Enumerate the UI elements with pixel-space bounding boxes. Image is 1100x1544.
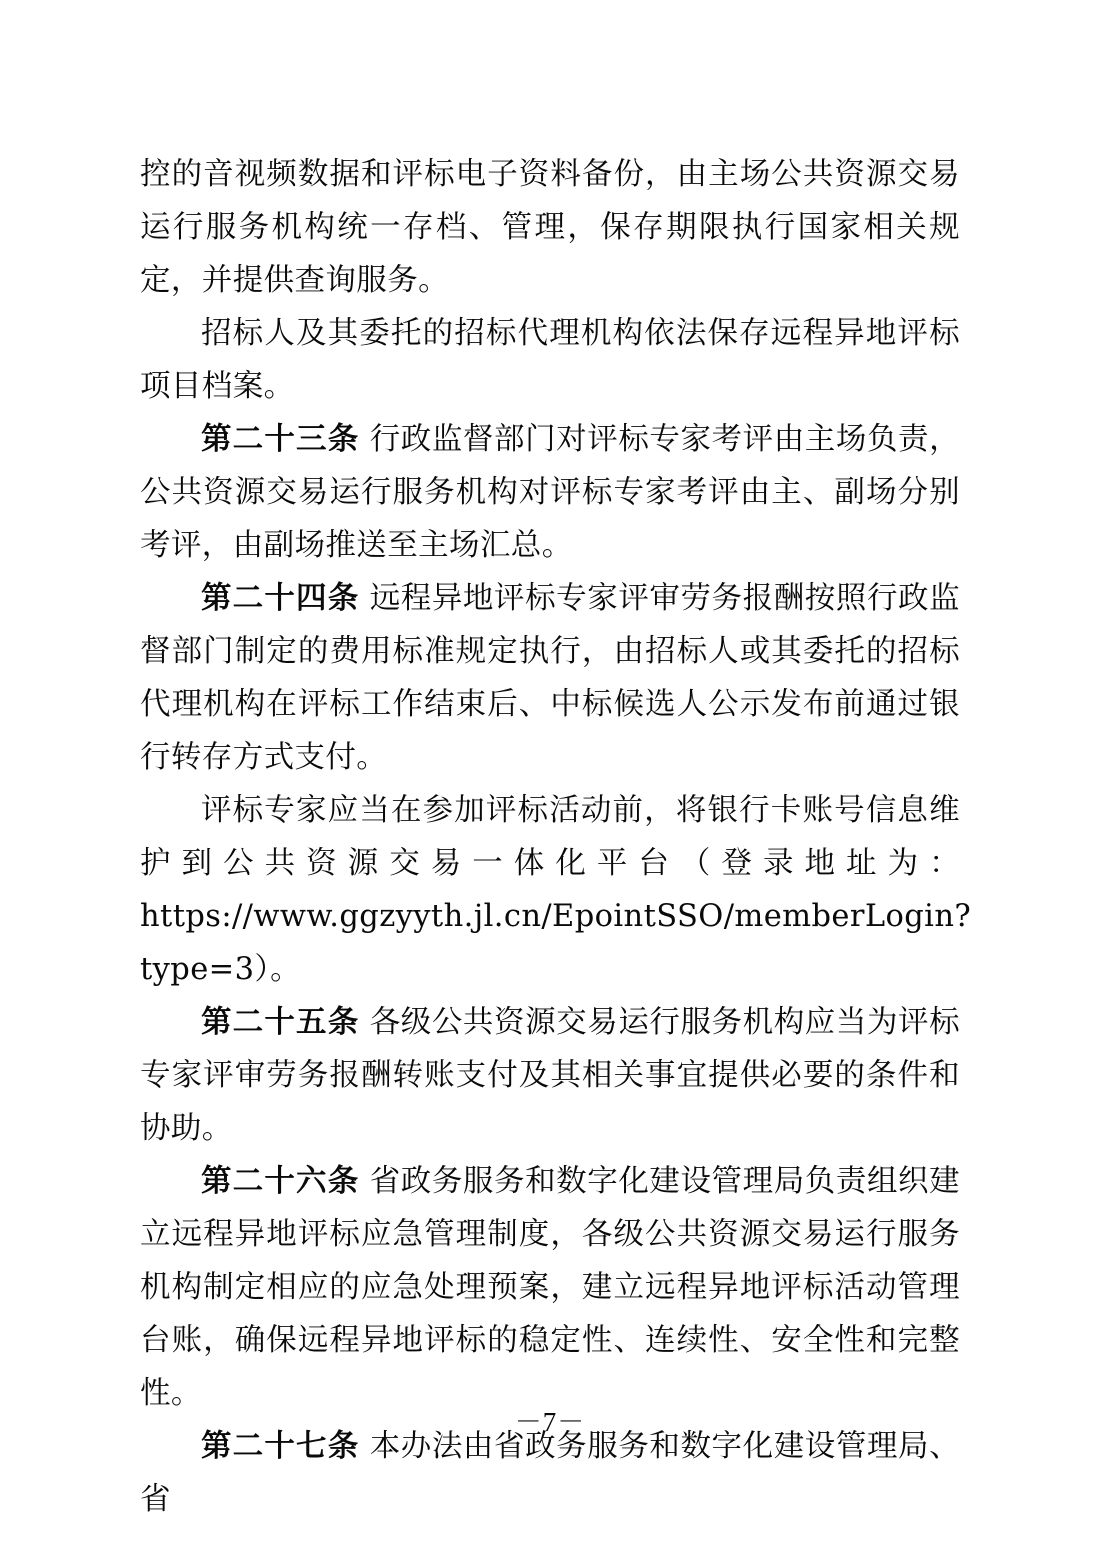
document-body (140, 148, 972, 1526)
paragraph-expert-bankcard (140, 784, 972, 996)
paragraph-article-26 (140, 1155, 960, 1420)
paragraph-text: 本办法由省政务服务和数字化建设管理局、省 (140, 1429, 960, 1517)
paragraph-article-23 (140, 413, 960, 572)
article-label: 第二十六条 (201, 1163, 360, 1199)
paragraph-article-25 (140, 996, 960, 1155)
paragraph-article-24 (140, 572, 960, 784)
paragraph-archive-continued (140, 148, 960, 307)
paragraph-text: 省政务服务和数字化建设管理局负责组织建立远程异地评标应急管理制度，各级公共资源交易运行服务机构制定相应的应急处理预案，建立远程异地评标活动管理台账，确保远程异地评标的稳定性、连续性、安全性和完整性。 (140, 1164, 960, 1411)
article-label: 第二十四条 (201, 580, 360, 616)
paragraph-text: 远程异地评标专家评审劳务报酬按照行政监督部门制定的费用标准规定执行，由招标人或其委托的招标代理机构在评标工作结束后、中标候选人公示发布前通过银行转存方式支付。 (140, 581, 960, 775)
article-label: 第二十三条 (201, 421, 360, 457)
paragraph-text: 各级公共资源交易运行服务机构应当为评标专家评审劳务报酬转账支付及其相关事宜提供必要的条件和协助。 (140, 1005, 960, 1146)
article-label: 第二十五条 (201, 1004, 360, 1040)
paragraph-tenderer-archive (140, 307, 960, 413)
paragraph-text: 评标专家应当在参加评标活动前，将银行卡账号信息维护到公共资源交易一体化平台（登录地址为：https://www.ggzyyth.jl.cn/EpointSSO/memberLogin?type=3）。 (140, 793, 972, 987)
paragraph-text: 行政监督部门对评标专家考评由主场负责，公共资源交易运行服务机构对评标专家考评由主、副场分别考评，由副场推送至主场汇总。 (140, 422, 960, 563)
paragraph-text: 控的音视频数据和评标电子资料备份，由主场公共资源交易运行服务机构统一存档、管理，保存期限执行国家相关规定，并提供查询服务。 (140, 157, 960, 298)
page-number: －7－ (514, 1407, 586, 1437)
paragraph-text: 招标人及其委托的招标代理机构依法保存远程异地评标项目档案。 (140, 316, 960, 404)
article-label: 第二十七条 (201, 1428, 360, 1464)
